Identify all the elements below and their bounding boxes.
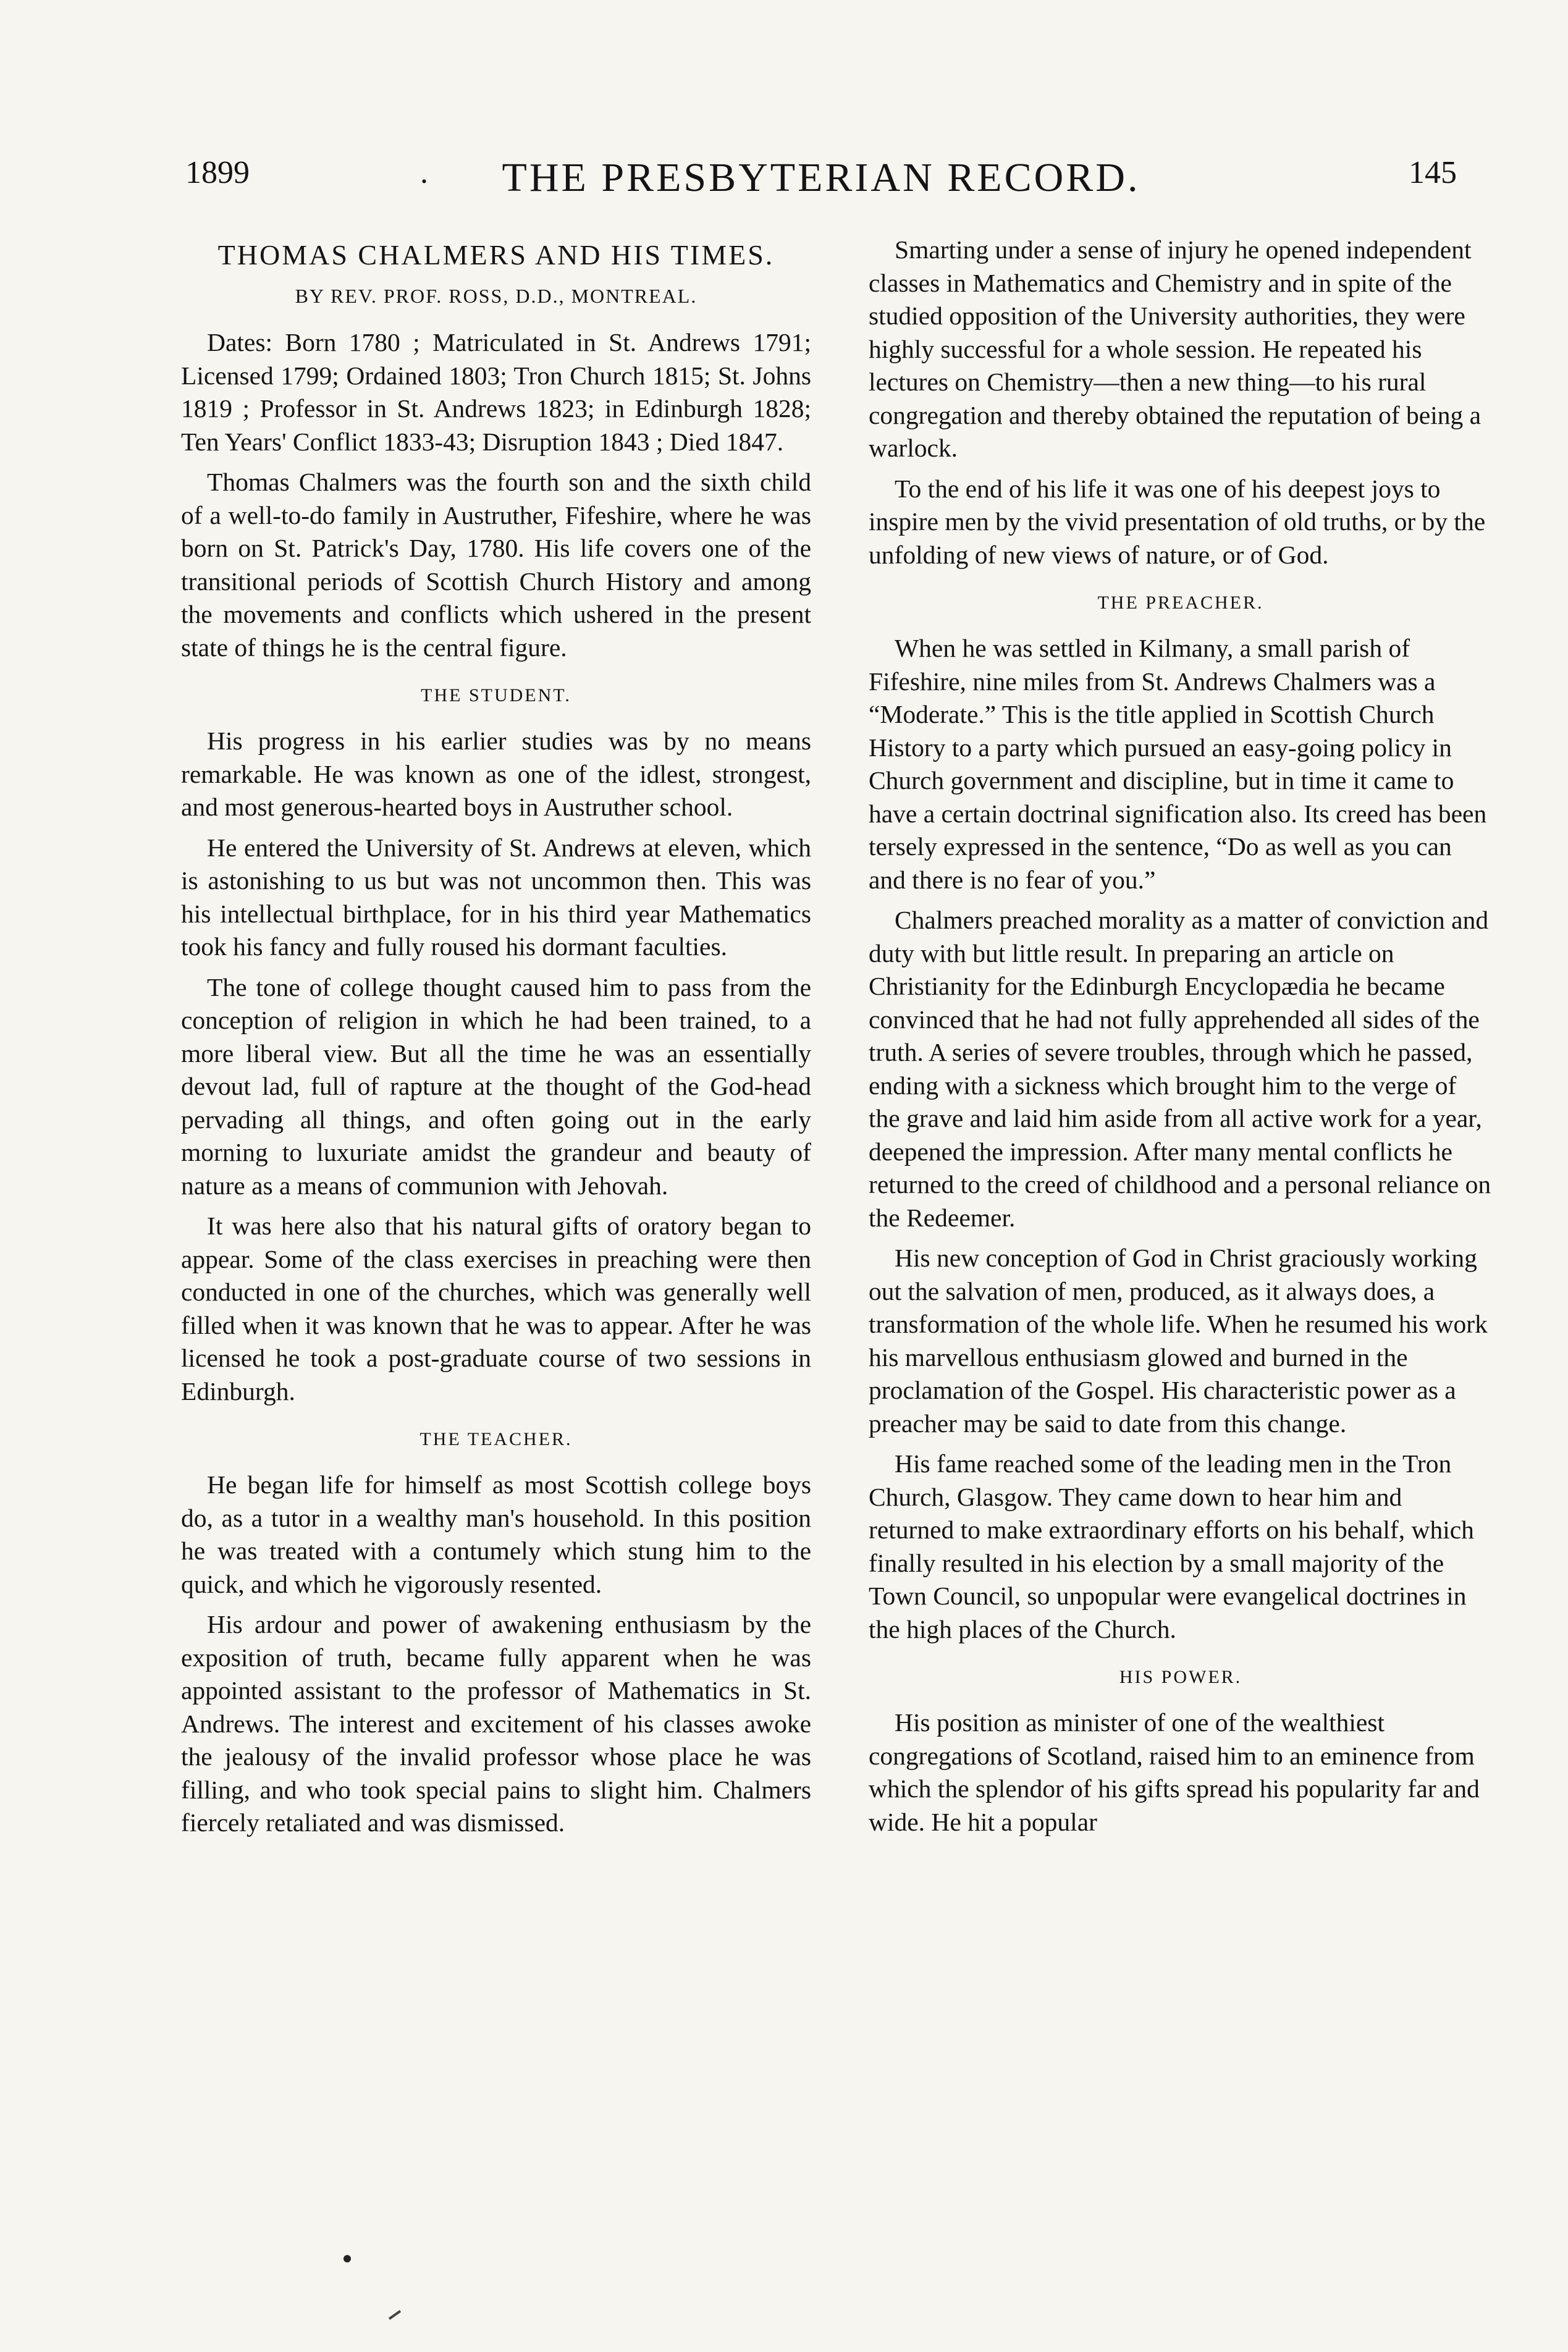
paragraph: His new conception of God in Christ graciously working out the salvation of men, produced, as it always does, a transformation of the whole life. When he resumed his work his marvellous enthusiasm glowed and burned in the proclamation of the Gospel. His characteristic power as a preacher may be said to date from this change.: [869, 1244, 1488, 1438]
paragraph: He began life for himself as most Scottish college boys do, as a tutor in a wealthy man's household. In this position he was treated with a contumely which stung him to the quick, and which he vigorously resented.: [181, 1470, 811, 1598]
paragraph: Thomas Chalmers was the fourth son and the sixth child of a well-to-do family in Austruther, Fifeshire, where he was born on St. Patrick's Day, 1780. His life covers one of the transitional periods of Scottish Church History and among the movements and conflicts which ushered in the present state of things he is the central figure.: [181, 468, 811, 662]
right-column: [869, 234, 1493, 1846]
section-heading: THE TEACHER.: [419, 1429, 573, 1449]
page-number: 145: [1409, 155, 1457, 190]
paragraph: When he was settled in Kilmany, a small parish of Fifeshire, nine miles from St. Andrews Chalmers was a “Moderate.” This is the title applied in Scottish Church History to a party which pursued an easy-going policy in Church government and discipline, but in time it came to have a certain doctrinal signification also. Its creed has been tersely expressed in the sentence, “Do as well as you can and there is no fear of you.”: [869, 634, 1487, 894]
stray-ink-dot: [344, 2255, 351, 2262]
article-byline: BY REV. PROF. ROSS, D.D., MONTREAL.: [295, 285, 698, 307]
left-column: [181, 234, 811, 1847]
header-dot: .: [420, 155, 428, 190]
stray-ink-mark: [389, 2310, 401, 2320]
paragraph: It was here also that his natural gifts of oratory began to appear. Some of the class exercises in preaching were then conducted in one of the churches, which was generally well filled when it was known that he was to appear. After he was licensed he took a post-graduate course of two sessions in Edinburgh.: [181, 1212, 811, 1406]
journal-title: THE PRESBYTERIAN RECORD.: [502, 155, 1140, 200]
paragraph: He entered the University of St. Andrews at eleven, which is astonishing to us but was not uncommon then. This was his intellectual birthplace, for in his third year Mathematics took his fancy and fully roused his dormant faculties.: [181, 833, 811, 961]
paragraph: Chalmers preached morality as a matter of conviction and duty with but little result. In preparing an article on Christianity for the Edinburgh Encyclopædia he became convinced that he had not fully apprehended all sides of the truth. A series of severe troubles, through which he passed, ending with a sickness which brought him to the verge of the grave and laid him aside from all active work for a year, deepened the impression. After many mental conflicts he returned to the creed of childhood and a personal reliance on the Redeemer.: [869, 906, 1491, 1232]
paragraph: The tone of college thought caused him to pass from the conception of religion in which he had been trained, to a more liberal view. But all the time he was an essentially devout lad, full of rapture at the thought of the God-head pervading all things, and often going out in the early morning to luxuriate amidst the grandeur and beauty of nature as a means of communion with Jehovah.: [181, 972, 811, 1200]
section-heading: THE STUDENT.: [421, 685, 571, 706]
header-year: 1899: [185, 155, 250, 190]
section-heading: HIS POWER.: [1119, 1667, 1242, 1687]
paragraph: To the end of his life it was one of his deepest joys to inspire men by the vivid presentation of old truths, or by the unfolding of new views of nature, or of God.: [869, 474, 1486, 569]
paragraph: His ardour and power of awakening enthusiasm by the exposition of truth, became fully apparent when he was appointed assistant to the professor of Mathematics in St. Andrews. The interest and excitement of his classes awoke the jealousy of the invalid professor whose place he was filling, and who took special pains to slight him. Chalmers fiercely retaliated and was dismissed.: [181, 1610, 811, 1837]
article-title: THOMAS CHALMERS AND HIS TIMES.: [217, 239, 775, 271]
paragraph: Smarting under a sense of injury he opened independent classes in Mathematics and Chemistry and in spite of the studied opposition of the University authorities, they were highly successful for a whole session. He repeated his lectures on Chemistry—then a new thing—to his rural congregation and thereby obtained the reputation of being a warlock.: [869, 235, 1482, 462]
paragraph: His fame reached some of the leading men in the Tron Church, Glasgow. They came down to hear him and returned to make extraordinary efforts on his behalf, which finally resulted in his election by a small majority of the Town Council, so unpopular were evangelical doctrines in the high places of the Church.: [869, 1449, 1474, 1643]
running-head: [185, 154, 1457, 204]
paragraph: Dates: Born 1780 ; Matriculated in St. Andrews 1791; Licensed 1799; Ordained 1803; Tron Church 1815; St. Johns 1819 ; Professor in St. Andrews 1823; in Edinburgh 1828; Ten Years' Conflict 1833-43; Disruption 1843 ; Died 1847.: [181, 328, 811, 456]
paragraph: His position as minister of one of the wealthiest congregations of Scotland, raised him to an eminence from which the splendor of his gifts spread his popularity far and wide. He hit a popular: [869, 1708, 1480, 1836]
section-heading: THE PREACHER.: [1097, 592, 1264, 613]
paragraph: His progress in his earlier studies was by no means remarkable. He was known as one of the idlest, strongest, and most generous-hearted boys in Austruther school.: [181, 727, 811, 821]
